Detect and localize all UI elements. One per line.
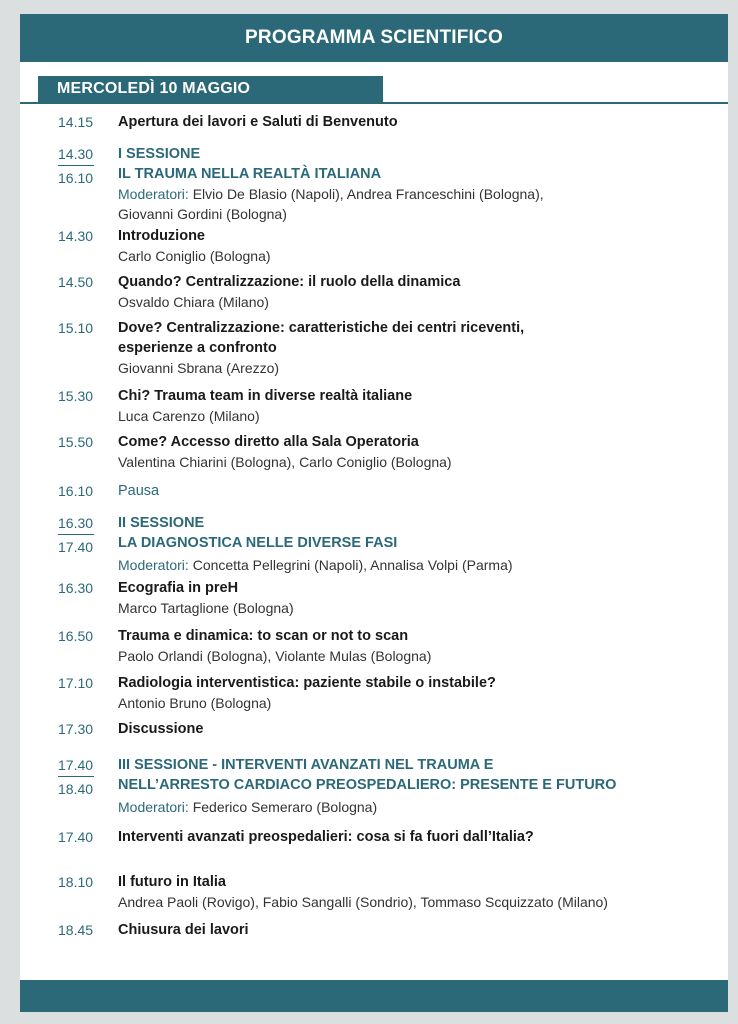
item-title: Dove? Centralizzazione: caratteristiche dei centri riceventi, <box>118 320 525 336</box>
session-time-start: 14.30 <box>58 146 94 162</box>
item-speaker: Carlo Coniglio (Bologna) <box>118 248 271 264</box>
item-time: 18.45 <box>58 922 94 938</box>
item-time: 17.40 <box>58 829 94 845</box>
session-title: LA DIAGNOSTICA NELLE DIVERSE FASI <box>118 535 398 551</box>
session-time <box>58 144 104 188</box>
item-speaker: Giovanni Sbrana (Arezzo) <box>118 360 280 376</box>
session-name: III SESSIONE - INTERVENTI AVANZATI NEL TRAUMA E <box>118 757 494 773</box>
session-name: I SESSIONE <box>118 146 201 162</box>
session-time-start: 17.40 <box>58 757 94 773</box>
item-time: 16.30 <box>58 580 94 596</box>
item-speaker: Paolo Orlandi (Bologna), Violante Mulas (Bologna) <box>118 648 432 664</box>
item-time: 14.15 <box>58 114 94 130</box>
page-title: PROGRAMMA SCIENTIFICO <box>245 27 503 48</box>
moderators-names: Elvio De Blasio (Napoli), Andrea Franceschini (Bologna), <box>192 186 544 202</box>
item-time: 15.50 <box>58 434 94 450</box>
item-speaker: Andrea Paoli (Rovigo), Fabio Sangalli (Sondrio), Tommaso Scquizzato (Milano) <box>118 894 608 910</box>
item-title: Introduzione <box>118 228 205 244</box>
session-time-end: 17.40 <box>58 534 94 557</box>
item-title: Radiologia interventistica: paziente stabile o instabile? <box>118 675 496 691</box>
item-speaker: Antonio Bruno (Bologna) <box>118 695 272 711</box>
session-title: NELL’ARRESTO CARDIACO PREOSPEDALIERO: PRESENTE E FUTURO <box>118 777 617 793</box>
item-title: Ecografia in preH <box>118 580 239 596</box>
item-title: Pausa <box>118 483 160 499</box>
item-time: 17.10 <box>58 675 94 691</box>
session-time-end: 16.10 <box>58 165 94 188</box>
session-time-start: 16.30 <box>58 515 94 531</box>
item-title: Discussione <box>118 721 204 737</box>
day-banner <box>38 76 383 102</box>
session-time-end: 18.40 <box>58 776 94 799</box>
moderators-names: Federico Semeraro (Bologna) <box>192 799 378 815</box>
footer-bar <box>20 980 728 1012</box>
session-name: II SESSIONE <box>118 515 205 531</box>
item-time: 14.50 <box>58 274 94 290</box>
item-speaker: Valentina Chiarini (Bologna), Carlo Coniglio (Bologna) <box>118 454 452 470</box>
item-title: Trauma e dinamica: to scan or not to scan <box>118 628 409 644</box>
moderators-label: Moderatori: <box>118 799 189 815</box>
item-speaker: Marco Tartaglione (Bologna) <box>118 600 294 616</box>
item-title: Chiusura dei lavori <box>118 922 249 938</box>
header-bar <box>20 14 728 62</box>
item-title: Quando? Centralizzazione: il ruolo della dinamica <box>118 274 461 290</box>
item-time: 16.50 <box>58 628 94 644</box>
item-title: Come? Accesso diretto alla Sala Operatoria <box>118 434 419 450</box>
session-time <box>58 513 104 557</box>
moderators-label: Moderatori: <box>118 557 189 573</box>
item-title-cont: esperienze a confronto <box>118 340 277 356</box>
item-title: Chi? Trauma team in diverse realtà italiane <box>118 388 413 404</box>
moderators-names: Concetta Pellegrini (Napoli), Annalisa Volpi (Parma) <box>192 557 513 573</box>
item-title: Il futuro in Italia <box>118 874 226 890</box>
day-divider <box>20 102 728 104</box>
item-time: 17.30 <box>58 721 94 737</box>
item-speaker: Luca Carenzo (Milano) <box>118 408 260 424</box>
session-title: IL TRAUMA NELLA REALTÀ ITALIANA <box>118 166 382 182</box>
item-title: Apertura dei lavori e Saluti di Benvenuto <box>118 114 398 130</box>
item-time: 14.30 <box>58 228 94 244</box>
item-speaker: Osvaldo Chiara (Milano) <box>118 294 269 310</box>
item-time: 15.10 <box>58 320 94 336</box>
moderators-names-cont: Giovanni Gordini (Bologna) <box>118 206 287 222</box>
item-title: Interventi avanzati preospedalieri: cosa si fa fuori dall’Italia? <box>118 829 534 845</box>
item-time: 18.10 <box>58 874 94 890</box>
item-time: 15.30 <box>58 388 94 404</box>
program-page <box>20 14 728 1012</box>
session-time <box>58 755 104 799</box>
moderators-label: Moderatori: <box>118 186 189 202</box>
item-time: 16.10 <box>58 483 94 499</box>
day-label: MERCOLEDÌ 10 MAGGIO <box>57 80 251 97</box>
